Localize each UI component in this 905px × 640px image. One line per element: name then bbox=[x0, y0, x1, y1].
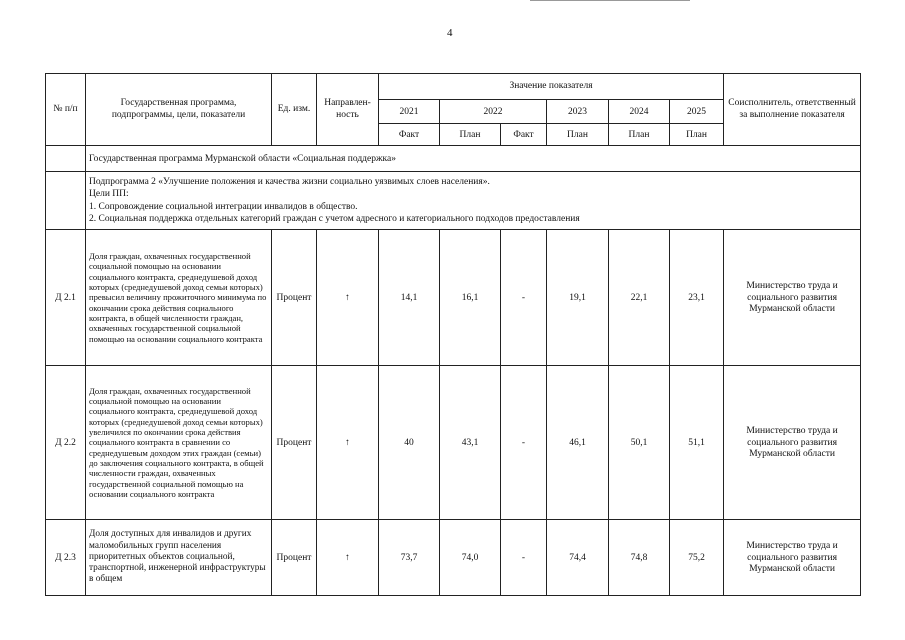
header-year-2025: 2025 bbox=[670, 100, 724, 124]
row-value-2022-fact: - bbox=[501, 230, 547, 366]
header-year-2021: 2021 bbox=[379, 100, 440, 124]
row-code: Д 2.1 bbox=[46, 230, 86, 366]
header-type-3: Факт bbox=[501, 124, 547, 146]
header-type-1: Факт bbox=[379, 124, 440, 146]
row-value-2021-fact: 40 bbox=[379, 366, 440, 520]
row-value-2025-plan: 23,1 bbox=[670, 230, 724, 366]
subprogram-block bbox=[86, 172, 861, 230]
row-value-2022-fact: - bbox=[501, 520, 547, 596]
row-unit: Процент bbox=[272, 520, 317, 596]
row-unit: Процент bbox=[272, 230, 317, 366]
header-type-4: План bbox=[547, 124, 609, 146]
row-description: Доля граждан, охваченных государственной социальной помощью на основании социального контракта, среднедушевой доход которых (среднедушевой доход семьи которых) превысил величину прожиточного минимума по окончании срока действия социального контракта, в общей численности граждан, охваченных государственной социальной помощью на основании социального контракта bbox=[86, 230, 272, 366]
row-description: Доля доступных для инвалидов и других маломобильных групп населения приоритетных объектов социальной, транспортной, инженерной инфраструктуры в общем bbox=[86, 520, 272, 596]
header-year-2023: 2023 bbox=[547, 100, 609, 124]
header-value: Значение показателя bbox=[379, 74, 724, 100]
row-value-2022-plan: 16,1 bbox=[440, 230, 501, 366]
header-unit: Ед. изм. bbox=[272, 74, 317, 146]
program-title: Государственная программа Мурманской области «Социальная поддержка» bbox=[86, 146, 861, 172]
subprogram-num-cell bbox=[46, 172, 86, 230]
row-value-2022-fact: - bbox=[501, 366, 547, 520]
header-year-2024: 2024 bbox=[609, 100, 670, 124]
header-num: № п/п bbox=[46, 74, 86, 146]
subprogram-goals-label: Цели ПП: bbox=[89, 189, 129, 200]
top-rule bbox=[530, 0, 690, 1]
indicators-table bbox=[45, 73, 861, 596]
row-value-2024-plan: 74,8 bbox=[609, 520, 670, 596]
page-number: 4 bbox=[447, 27, 453, 39]
row-value-2025-plan: 51,1 bbox=[670, 366, 724, 520]
row-code: Д 2.3 bbox=[46, 520, 86, 596]
program-num-cell bbox=[46, 146, 86, 172]
row-unit: Процент bbox=[272, 366, 317, 520]
row-executor: Министерство труда и социального развития Мурманской области bbox=[724, 366, 861, 520]
table-row bbox=[46, 366, 861, 520]
row-value-2022-plan: 43,1 bbox=[440, 366, 501, 520]
header-year-2022: 2022 bbox=[440, 100, 547, 124]
row-value-2023-plan: 74,4 bbox=[547, 520, 609, 596]
row-executor: Министерство труда и социального развития Мурманской области bbox=[724, 230, 861, 366]
row-direction-arrow: ↑ bbox=[317, 366, 379, 520]
row-code: Д 2.2 bbox=[46, 366, 86, 520]
row-value-2024-plan: 22,1 bbox=[609, 230, 670, 366]
row-direction-arrow: ↑ bbox=[317, 520, 379, 596]
row-value-2021-fact: 14,1 bbox=[379, 230, 440, 366]
header-type-6: План bbox=[670, 124, 724, 146]
program-row bbox=[46, 146, 861, 172]
header-executor: Соисполнитель, ответственный за выполнение показателя bbox=[724, 74, 861, 146]
header-row-1 bbox=[46, 74, 861, 100]
row-direction-arrow: ↑ bbox=[317, 230, 379, 366]
subprogram-goal-1: 1. Сопровождение социальной интеграции инвалидов в общество. bbox=[89, 201, 358, 212]
header-type-2: План bbox=[440, 124, 501, 146]
table-row bbox=[46, 230, 861, 366]
table-row bbox=[46, 520, 861, 596]
row-value-2024-plan: 50,1 bbox=[609, 366, 670, 520]
row-value-2022-plan: 74,0 bbox=[440, 520, 501, 596]
header-direction: Направлен-ность bbox=[317, 74, 379, 146]
row-executor: Министерство труда и социального развития Мурманской области bbox=[724, 520, 861, 596]
row-value-2021-fact: 73,7 bbox=[379, 520, 440, 596]
row-value-2025-plan: 75,2 bbox=[670, 520, 724, 596]
header-program: Государственная программа, подпрограммы, цели, показатели bbox=[86, 74, 272, 146]
subprogram-goal-2: 2. Социальная поддержка отдельных категорий граждан с учетом адресного и категориального подходов предоставления bbox=[89, 213, 580, 224]
row-value-2023-plan: 46,1 bbox=[547, 366, 609, 520]
subprogram-row bbox=[46, 172, 861, 230]
header-type-5: План bbox=[609, 124, 670, 146]
row-description: Доля граждан, охваченных государственной социальной помощью на основании социального контракта, среднедушевой доход которых (среднедушевой доход семьи которых) увеличился по окончании срока действия социального контракта в сравнении со среднедушевым доходом этих граждан (семьи) до заключения социального контракта, в общей численности граждан, охваченных государственной социальной помощью на основании социального контракта bbox=[86, 366, 272, 520]
subprogram-title: Подпрограмма 2 «Улучшение положения и качества жизни социально уязвимых слоев населения». bbox=[89, 176, 490, 187]
row-value-2023-plan: 19,1 bbox=[547, 230, 609, 366]
